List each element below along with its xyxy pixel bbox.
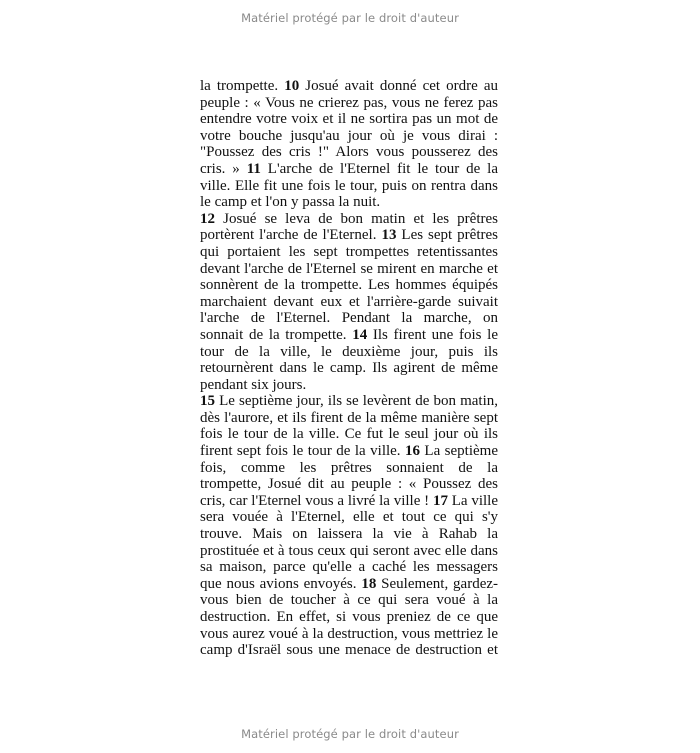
text-line: [200, 410, 498, 427]
text-run: destruction. En effet, si vous preniez de ce que: [200, 609, 498, 625]
text-run: retournèrent dans le camp. Ils agirent de même: [200, 360, 498, 377]
text-line: [200, 144, 498, 161]
text-run: pendant six jours.: [200, 376, 307, 393]
text-run: cris. »: [200, 160, 247, 177]
text-run: trouve. Mais on laissera la vie à Rahab la: [200, 526, 498, 543]
text-run: peuple : « Vous ne crierez pas, vous ne ferez pas: [200, 94, 498, 111]
text-run: cris, car l'Eternel vous a livré la ville !: [200, 492, 433, 509]
text-run: Josué se leva de bon matin et les prêtres: [215, 210, 498, 227]
text-run: La septième: [420, 443, 498, 460]
text-line: [200, 111, 498, 128]
verse-number: 11: [246, 160, 261, 177]
text-run: entendre votre voix et il ne sortira pas un mot de: [200, 111, 498, 128]
text-run: votre bouche jusqu'au jour où je vous dirai :: [200, 127, 498, 144]
text-run: ville. Elle fit une fois le tour, puis on rentra dans: [200, 177, 498, 194]
text-line: [200, 344, 498, 361]
text-line: [200, 576, 498, 593]
text-run: que nous avions envoyés.: [200, 575, 362, 592]
text-run: sonnèrent de la trompette. Les hommes équipés: [200, 277, 498, 294]
text-line: [200, 493, 498, 510]
verse-number: 10: [284, 78, 300, 94]
text-run: vous aurez voué à la destruction, vous mettriez le: [200, 625, 498, 642]
text-line: [200, 377, 498, 394]
page-body-text: [200, 78, 498, 659]
text-run: trompette, Josué dit au peuple : « Poussez des: [200, 476, 498, 493]
verse-number: 17: [432, 492, 448, 509]
text-run: Ils firent une fois le: [367, 326, 498, 343]
text-run: La ville: [447, 492, 498, 509]
text-line: [200, 360, 498, 377]
text-run: "Poussez des cris !" Alors vous pousserez des: [200, 144, 498, 161]
text-run: portèrent l'arche de l'Eternel.: [200, 227, 382, 244]
verse-number: 14: [352, 326, 368, 343]
text-line: [200, 642, 498, 659]
text-line: [200, 161, 498, 178]
text-line: [200, 592, 498, 609]
text-run: firent sept fois le tour de la ville.: [200, 443, 405, 460]
text-run: fois le tour de la ville. Ce fut le seul jour où ils: [200, 426, 498, 443]
text-run: qui portaient les sept trompettes retentissantes: [200, 243, 498, 260]
text-line: [200, 443, 498, 460]
text-line: [200, 277, 498, 294]
text-line: [200, 460, 498, 477]
text-run: devant l'arche de l'Eternel se mirent en marche et: [200, 260, 498, 277]
text-line: [200, 509, 498, 526]
text-run: vous bien de toucher à ce qui sera voué à la: [200, 592, 498, 609]
footer-watermark: Matériel protégé par le droit d'auteur: [241, 727, 459, 741]
verse-number: 15: [200, 393, 215, 410]
text-line: [200, 178, 498, 195]
text-run: camp d'Israël sous une menace de destruction et: [200, 642, 498, 659]
verse-number: 13: [381, 227, 397, 244]
text-run: dès l'aurore, et ils firent de la même manière sept: [200, 409, 498, 426]
verse-number: 16: [405, 443, 420, 460]
text-line: [200, 327, 498, 344]
text-line: [200, 476, 498, 493]
text-run: le camp et l'on y passa la nuit.: [200, 194, 381, 211]
text-run: sonnait de la trompette.: [200, 326, 353, 343]
text-line: [200, 526, 498, 543]
text-line: [200, 194, 498, 211]
text-line: [200, 128, 498, 145]
text-run: prostituée et à tous ceux qui seront avec elle dans: [200, 542, 498, 559]
text-line: [200, 426, 498, 443]
text-run: Le septième jour, ils se levèrent de bon matin,: [215, 393, 498, 410]
text-run: sera vouée à l'Eternel, elle et tout ce qui s'y: [200, 509, 498, 526]
text-line: [200, 95, 498, 112]
text-line: [200, 211, 498, 228]
text-line: [200, 310, 498, 327]
text-line: [200, 294, 498, 311]
text-line: [200, 393, 498, 410]
header-watermark: Matériel protégé par le droit d'auteur: [241, 11, 459, 25]
text-line: [200, 626, 498, 643]
text-line: [200, 244, 498, 261]
text-line: [200, 261, 498, 278]
text-run: Josué avait donné cet ordre au: [299, 78, 498, 94]
text-run: fois, comme les prêtres sonnaient de la: [200, 459, 498, 476]
text-run: marchaient devant eux et l'arrière-garde suivait: [200, 293, 498, 310]
text-run: L'arche de l'Eternel fit le tour de la: [260, 160, 498, 177]
text-run: sa maison, parce qu'elle a caché les messagers: [200, 559, 498, 576]
text-line: [200, 543, 498, 560]
text-run: Les sept prêtres: [396, 227, 498, 244]
text-run: tour de la ville, le deuxième jour, puis ils: [200, 343, 498, 360]
text-run: la trompette.: [200, 78, 285, 94]
verse-number: 12: [200, 210, 215, 227]
text-run: Seulement, gardez-: [376, 575, 499, 592]
text-line: [200, 78, 498, 95]
text-line: [200, 227, 498, 244]
text-run: l'arche de l'Eternel. Pendant la marche, on: [200, 310, 498, 327]
text-line: [200, 609, 498, 626]
verse-number: 18: [361, 575, 377, 592]
text-line: [200, 559, 498, 576]
